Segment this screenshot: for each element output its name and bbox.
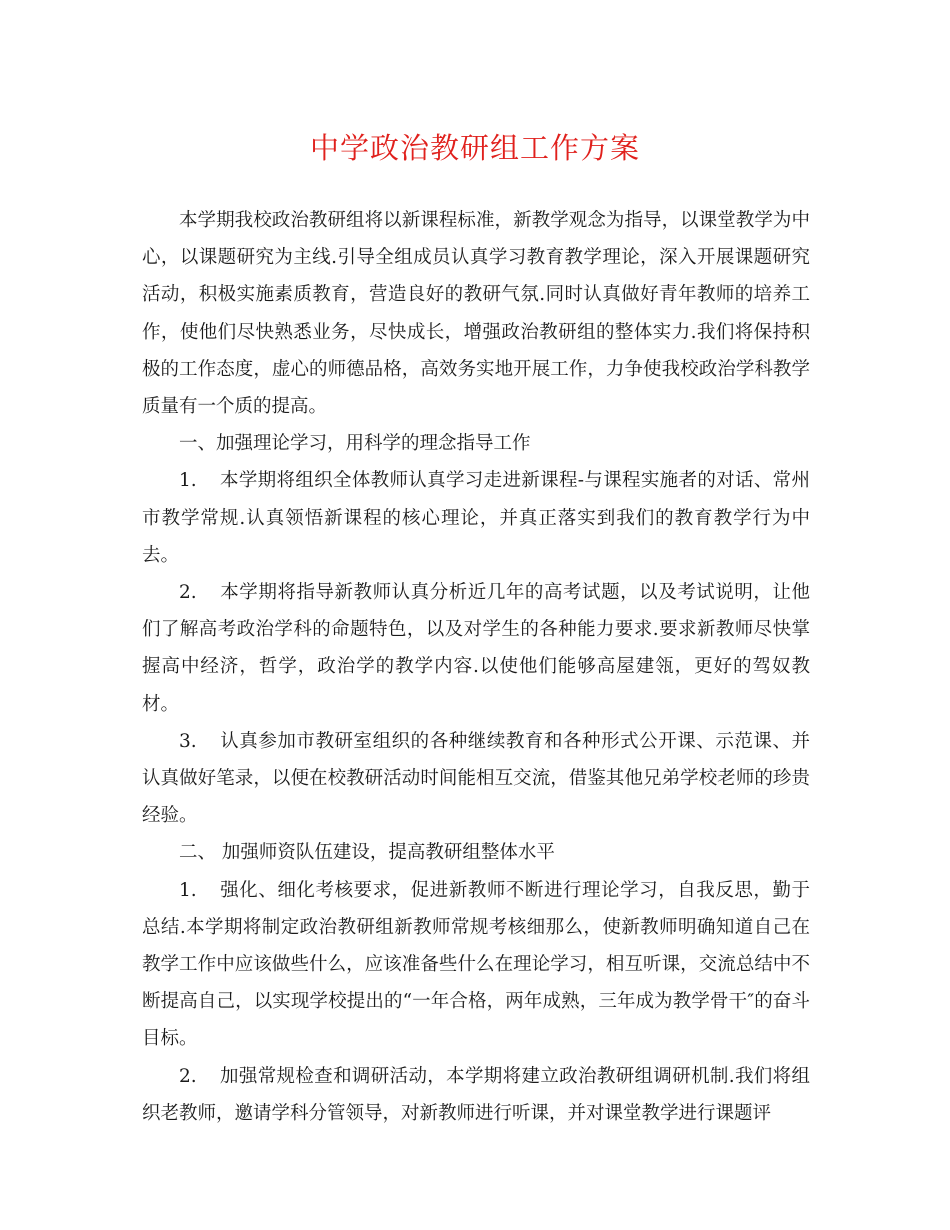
list-item <box>142 1058 810 1132</box>
list-item <box>142 462 810 574</box>
list-item <box>142 872 810 1058</box>
intro-paragraph: 本学期我校政治教研组将以新课程标准，新教学观念为指导，以课堂教学为中心，以课题研究为主线.引导全组成员认真学习教育教学理论，深入开展课题研究活动，积极实施素质教育，营造良好的教研气氛.同时认真做好青年教师的培养工作，使他们尽快熟悉业务，尽快成长，增强政治教研组的整体实力.我们将保持积极的工作态度，虚心的师德品格，高效务实地开展工作，力争使我校政治学科教学质量有一个质的提高。 <box>142 210 810 418</box>
section-heading: 一、加强理论学习，用科学的理念指导工作 <box>179 433 531 455</box>
list-item <box>142 574 810 723</box>
item-text: 本学期将指导新教师认真分析近几年的高考试题，以及考试说明，让他们了解高考政治学科的命题特色，以及对学生的各种能力要求.要求新教师尽快掌握高中经济，哲学，政治学的教学内容.以使他们能够高屋建瓴，更好的驾奴教材。 <box>142 582 810 715</box>
item-number: 1. <box>179 879 197 901</box>
item-number: 3. <box>179 730 197 752</box>
document-title: 中学政治教研组工作方案 <box>309 131 640 165</box>
document-body <box>142 202 810 1132</box>
item-text: 强化、细化考核要求，促进新教师不断进行理论学习，自我反思，勤于总结.本学期将制定政治教研组新教师常规考核细那么，使新教师明确知道自己在教学工作中应该做些什么，应该准备些什么在理论学习，相互听课，交流总结中不断提高自己，以实现学校提出的“一年合格，两年成熟，三年成为教学骨干″的奋斗目标。 <box>142 879 810 1050</box>
item-number: 2. <box>179 1065 197 1087</box>
item-number: 1. <box>179 470 197 492</box>
section-heading: 二、 加强师资队伍建设，提高教研组整体水平 <box>179 842 555 864</box>
item-text: 认真参加市教研室组织的各种继续教育和各种形式公开课、示范课、并认真做好笔录，以便在校教研活动时间能相互交流，借鉴其他兄弟学校老师的珍贵经验。 <box>142 730 810 827</box>
list-item <box>142 723 810 835</box>
item-text: 加强常规检查和调研活动，本学期将建立政治教研组调研机制.我们将组织老教师，邀请学科分管领导，对新教师进行听课，并对课堂教学进行课题评 <box>142 1065 810 1124</box>
item-text: 本学期将组织全体教师认真学习走进新课程-与课程实施者的对话、常州市教学常规.认真领悟新课程的核心理论，并真正落实到我们的教育教学行为中去。 <box>142 470 810 566</box>
item-number: 2. <box>179 582 197 604</box>
